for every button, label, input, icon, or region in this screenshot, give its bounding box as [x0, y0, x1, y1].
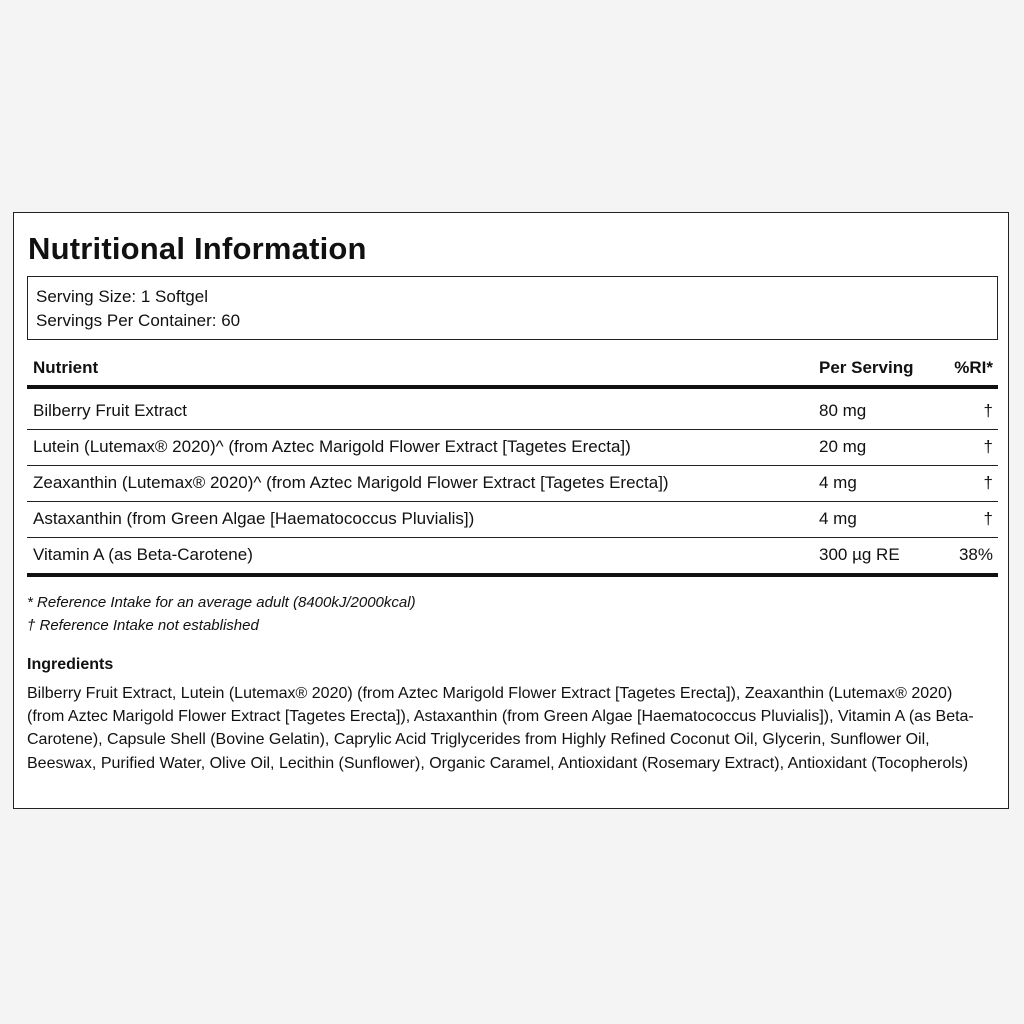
nutrient-amount: 4 mg	[819, 509, 857, 528]
nutrient-ri: †	[983, 509, 993, 528]
table-header-row	[27, 353, 998, 389]
nutrient-name: Lutein (Lutemax® 2020)^ (from Aztec Marigold Flower Extract [Tagetes Erecta])	[33, 437, 631, 456]
table-row	[27, 430, 998, 466]
table-row	[27, 502, 998, 538]
nutrient-name: Bilberry Fruit Extract	[33, 401, 187, 420]
serving-size: Serving Size: 1 Softgel	[36, 287, 208, 306]
header-nutrient: Nutrient	[33, 358, 99, 377]
nutrient-table	[27, 353, 998, 577]
nutrition-panel	[13, 212, 1009, 809]
header-per-serving: Per Serving	[819, 358, 914, 377]
nutrient-ri: †	[983, 401, 993, 420]
nutrient-name: Astaxanthin (from Green Algae [Haematococcus Pluvialis])	[33, 509, 475, 528]
serving-info-box	[27, 276, 998, 340]
footnote-not-established: † Reference Intake not established	[27, 617, 259, 634]
servings-per-container: Servings Per Container: 60	[36, 311, 241, 330]
header-ri: %RI*	[954, 358, 993, 377]
nutrient-ri: 38%	[958, 545, 993, 564]
table-row	[27, 466, 998, 502]
nutrient-name: Zeaxanthin (Lutemax® 2020)^ (from Aztec Marigold Flower Extract [Tagetes Erecta])	[33, 473, 669, 492]
nutrient-amount: 300 µg RE	[819, 545, 900, 564]
table-row	[27, 389, 998, 430]
panel-title: Nutritional Information	[28, 231, 367, 266]
table-row	[27, 538, 998, 577]
nutrient-name: Vitamin A (as Beta-Carotene)	[33, 545, 253, 564]
footnote-reference-intake: * Reference Intake for an average adult (8400kJ/2000kcal)	[27, 594, 416, 611]
footnotes	[27, 591, 416, 637]
nutrient-amount: 20 mg	[819, 437, 867, 456]
ingredients-title: Ingredients	[27, 656, 114, 673]
ingredients-text: Bilberry Fruit Extract, Lutein (Lutemax® 2020) (from Aztec Marigold Flower Extract [Tagetes Erecta]), Zeaxanthin (Lutemax® 2020) (from Aztec Marigold Flower Extract [Tagetes Erecta]), Astaxanthin (from Green Algae [Haematococcus Pluvialis]), Vitamin A (as Beta-Carotene), Capsule Shell (Bovine Gelatin), Caprylic Acid Triglycerides from Highly Refined Coconut Oil, Glycerin, Sunflower Oil, Beeswax, Purified Water, Olive Oil, Lecithin (Sunflower), Organic Caramel, Antioxidant (Rosemary Extract), Antioxidant (Tocopherols)	[27, 685, 974, 772]
nutrient-amount: 80 mg	[819, 401, 867, 420]
nutrient-amount: 4 mg	[819, 473, 857, 492]
nutrient-ri: †	[983, 437, 993, 456]
nutrient-ri: †	[983, 473, 993, 492]
